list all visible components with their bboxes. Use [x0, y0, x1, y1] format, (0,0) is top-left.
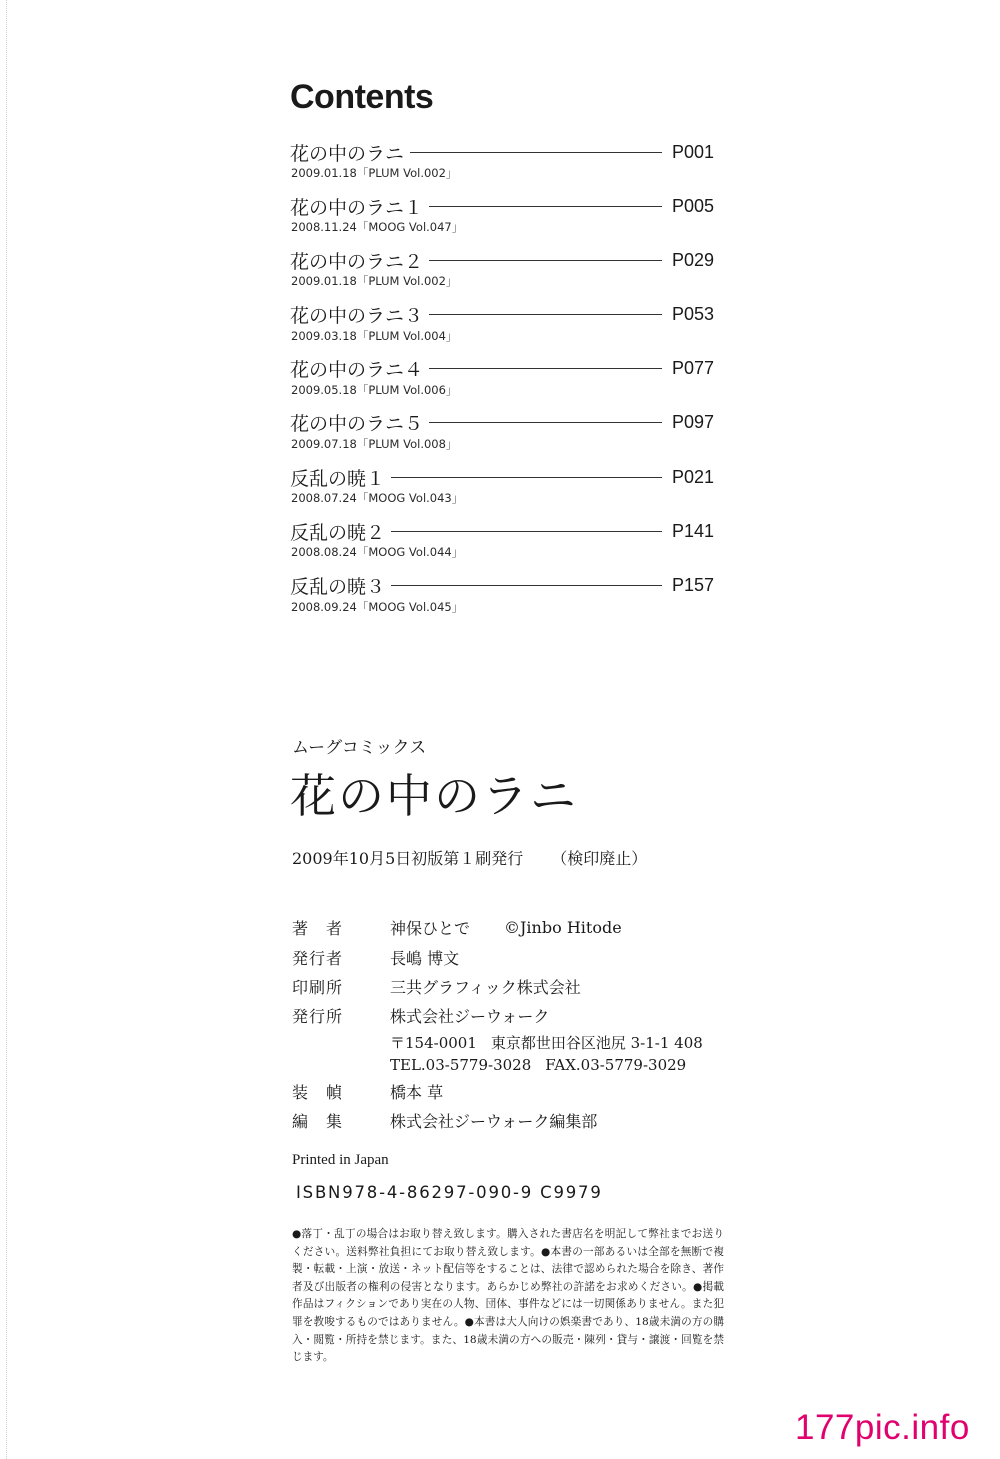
toc-entry [290, 301, 720, 355]
toc-page: P141 [672, 520, 715, 541]
toc-entry [290, 355, 720, 409]
toc-source: 2008.07.24「MOOG Vol.043」 [291, 491, 464, 506]
toc-title: 花の中のラニ [290, 142, 405, 165]
credit-value: 三共グラフィック株式会社 [390, 977, 581, 997]
credit-value: 橋本 草 [390, 1082, 444, 1102]
credit-label: 印刷所 [292, 977, 344, 997]
toc-source: 2008.09.24「MOOG Vol.045」 [291, 599, 464, 614]
address-line [292, 1031, 703, 1054]
credit-editing [292, 1106, 703, 1135]
copyright-notice: ©Jinbo Hitode [504, 918, 622, 938]
isbn: ISBN978-4-86297-090-9 C9979 [296, 1183, 603, 1202]
toc-leader-line [429, 422, 662, 423]
credit-publisher [292, 942, 703, 971]
toc-source: 2009.07.18「PLUM Vol.008」 [291, 436, 458, 451]
credit-label: 発行所 [292, 1007, 344, 1027]
toc-leader-line [410, 152, 662, 153]
toc-page: P077 [672, 358, 715, 379]
colophon-credits [292, 913, 703, 1135]
toc-page: P001 [672, 141, 715, 162]
toc-page: P021 [672, 466, 715, 487]
toc-source: 2009.05.18「PLUM Vol.006」 [291, 382, 458, 397]
publication-date-text: 2009年10月5日初版第１刷発行 [292, 849, 524, 868]
toc-title: 反乱の暁２ [290, 521, 386, 544]
publication-note: （検印廃止） [551, 849, 648, 868]
book-title: 花の中のラニ [290, 769, 578, 823]
toc-page: P157 [672, 575, 715, 595]
toc-leader-line [429, 314, 662, 315]
credit-binding [292, 1077, 703, 1106]
publication-date [292, 846, 647, 869]
toc-title: 花の中のラニ２ [290, 250, 424, 273]
credit-label: 著 者 [292, 919, 344, 939]
toc-title: 反乱の暁３ [290, 576, 386, 598]
watermark: 177pic.info [795, 1408, 970, 1447]
toc-source: 2009.01.18「PLUM Vol.002」 [291, 166, 458, 180]
toc-page: P097 [672, 412, 715, 433]
contents-heading: Contents [290, 78, 434, 116]
toc-entry [290, 246, 720, 300]
credit-value: 神保ひとで [390, 919, 471, 939]
toc-entry [290, 572, 720, 626]
toc-title: 花の中のラニ４ [290, 359, 424, 382]
page-edge [0, 0, 7, 1459]
credit-label: 編 集 [292, 1112, 344, 1132]
toc-page: P029 [672, 249, 715, 270]
toc-entry [290, 138, 720, 192]
toc-page: P053 [672, 304, 715, 325]
credit-value: 長嶋 博文 [390, 948, 460, 968]
credit-publishing-house [292, 1001, 703, 1030]
toc-leader-line [391, 531, 662, 532]
toc-page: P005 [672, 195, 715, 216]
toc-leader-line [429, 260, 662, 261]
toc-leader-line [429, 368, 662, 369]
credit-value: 株式会社ジーウォーク [390, 1007, 550, 1027]
toc-leader-line [391, 585, 662, 586]
fax: FAX.03-5779-3029 [545, 1056, 687, 1075]
toc-entry [290, 463, 720, 517]
postal-code: 〒154-0001 [390, 1033, 477, 1052]
printed-in: Printed in Japan [292, 1152, 389, 1168]
credit-printer [292, 972, 703, 1001]
contact-line [292, 1054, 703, 1077]
table-of-contents [290, 138, 720, 626]
street-address: 東京都世田谷区池尻 3-1-1 408 [490, 1033, 703, 1052]
credit-label: 発行者 [292, 948, 344, 968]
credit-label: 装 幀 [292, 1082, 344, 1102]
toc-entry [290, 409, 720, 463]
toc-leader-line [429, 206, 662, 207]
toc-entry [290, 517, 720, 571]
credit-author [292, 913, 703, 942]
toc-title: 反乱の暁１ [290, 467, 386, 490]
toc-source: 2008.11.24「MOOG Vol.047」 [291, 220, 464, 235]
telephone: TEL.03-5779-3028 [390, 1056, 532, 1075]
toc-source: 2009.03.18「PLUM Vol.004」 [291, 328, 458, 343]
legal-notice: ●落丁・乱丁の場合はお取り替え致します。購入された書店名を明記して弊社までお送りください。送料弊社負担にてお取り替え致します。●本書の一部あるいは全部を無断で複製・転載・上演・放送・ネット配信等をすることは、法律で認められた場合を除き、著作者及び出版者の権利の侵害となります。あらかじめ弊社の許諾をお求めください。●掲載作品はフィクションであり実在の人物、団体、事件などには一切関係ありません。また犯罪を教唆するものではありません。●本書は大人向けの娯楽書であり、18歳未満の方の購入・閲覧・所持を禁じます。また、18歳未満の方への販売・陳列・貸与・譲渡・回覧を禁じます。 [292, 1228, 724, 1364]
toc-source: 2009.01.18「PLUM Vol.002」 [291, 274, 458, 289]
toc-title: 花の中のラニ１ [290, 196, 424, 219]
credit-value: 株式会社ジーウォーク編集部 [390, 1112, 598, 1132]
series-name: ムーグコミックス [292, 738, 427, 758]
toc-title: 花の中のラニ５ [290, 413, 424, 436]
toc-leader-line [391, 477, 662, 478]
toc-source: 2008.08.24「MOOG Vol.044」 [291, 545, 464, 560]
toc-entry [290, 192, 720, 246]
toc-title: 花の中のラニ３ [290, 305, 424, 328]
